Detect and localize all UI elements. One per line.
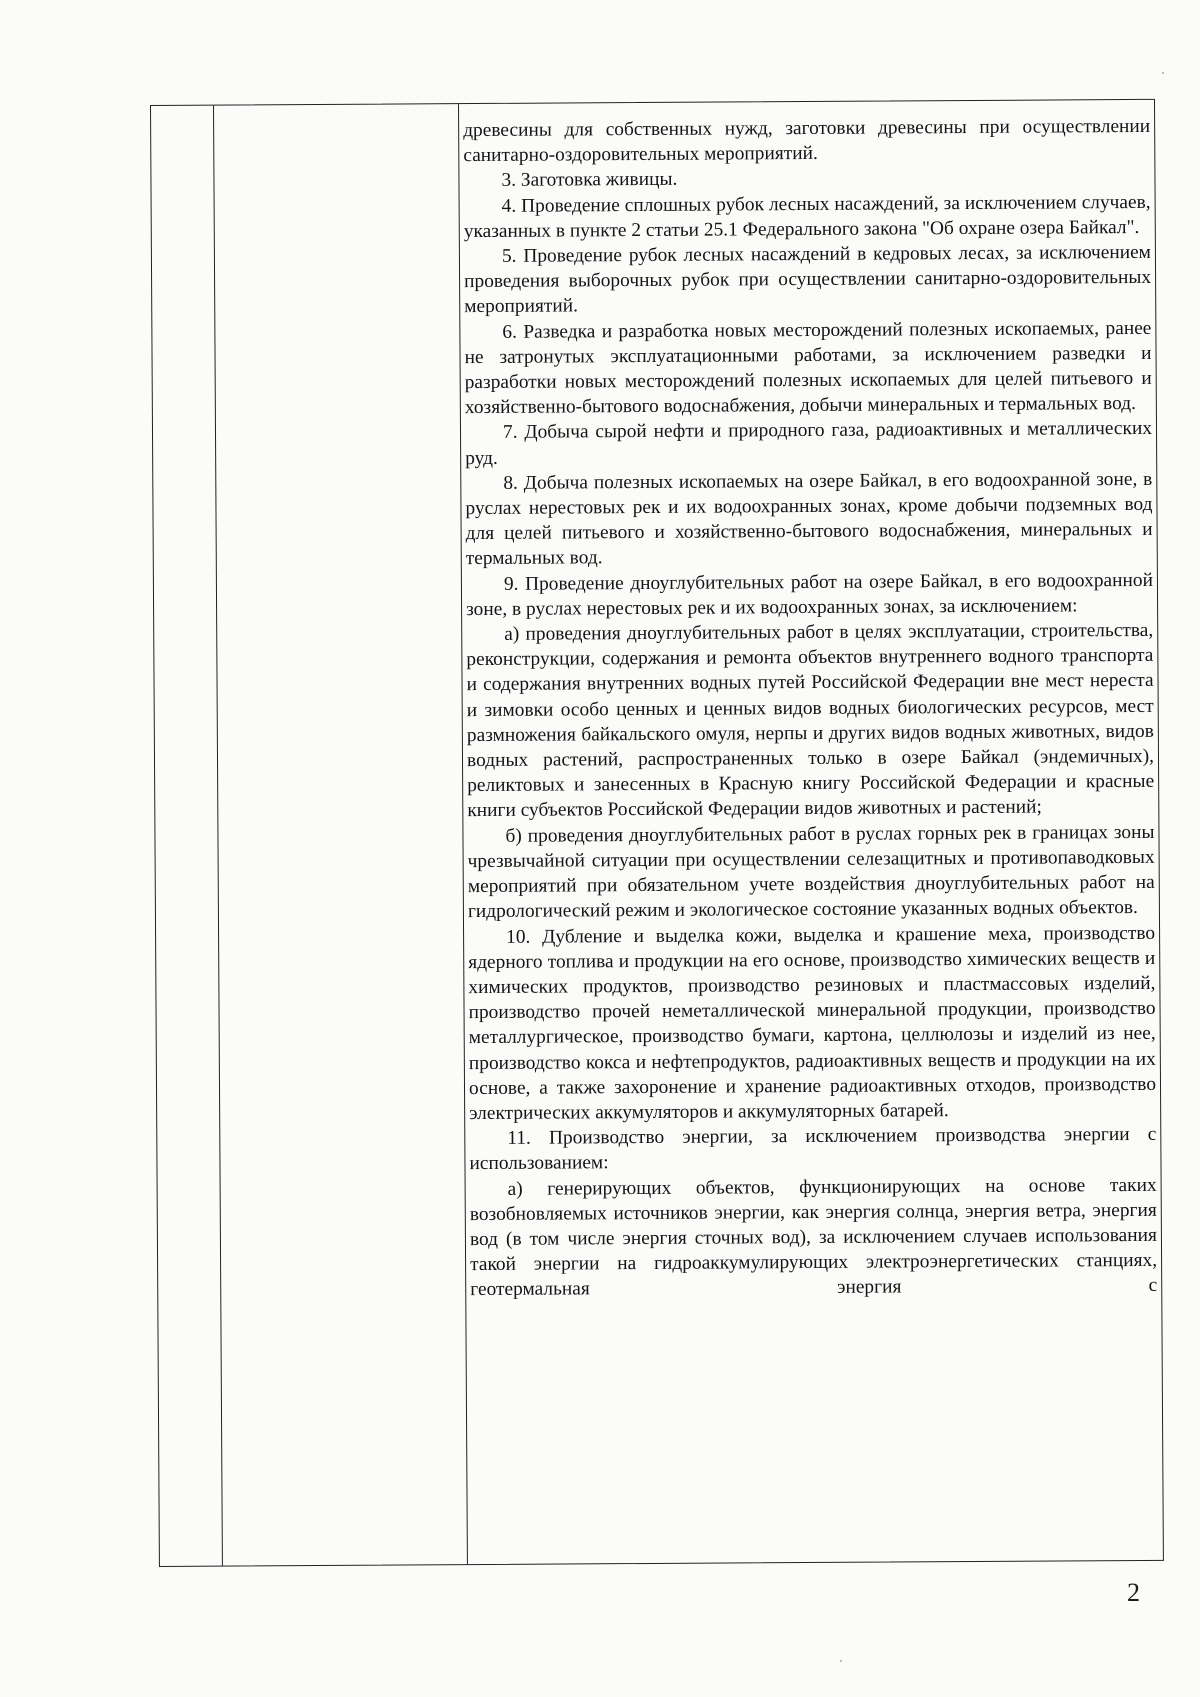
- paragraph-continuation: древесины для собственных нужд, заготовки древесины при осуществлении санитарно-оздоровительных мероприятий.: [463, 115, 1151, 167]
- table-column-restrictions: [463, 114, 1159, 1564]
- paragraph-item-7: 7. Добыча сырой нефти и природного газа, радиоактивных и металлических руд.: [465, 418, 1153, 469]
- paragraph-item-8: 8. Добыча полезных ископаемых на озере Байкал, в его водоохранной зоне, в руслах нерестовых рек и их водоохранных зонах, кроме добычи подземных вод для целей питьевого и хозяйственно-бытового водоснабжения, минеральных и термальных вод.: [465, 468, 1153, 570]
- page-number: 2: [1127, 1578, 1140, 1607]
- paragraph-item-5: 5. Проведение рубок лесных насаждений в кедровых лесах, за исключением проведения выборочных рубок при осуществлении санитарно-оздоровительных мероприятий.: [464, 241, 1152, 318]
- paragraph-item-10: 10. Дубление и выделка кожи, выделка и крашение меха, производство ядерного топлива и продукции на его основе, производство химических веществ и химических продуктов, производство резиновых и пластмассовых изделий, производство прочей неметаллической минеральной продукции, производство металлургическое, производство бумаги, картона, целлюлозы и изделий из нее, производство кокса и нефтепродуктов, радиоактивных веществ и продукции на их основе, а также захоронение и хранение радиоактивных отходов, производство электрических аккумуляторов и аккумуляторных батарей.: [468, 922, 1157, 1124]
- scan-speck: [840, 1660, 842, 1662]
- paragraph-item-11a: а) генерирующих объектов, функционирующих на основе таких возобновляемых источников энергии, как энергия солнца, энергия ветра, энергия вод (в том числе энергия сточных вод), за исключением случаев использования такой энергии на гидроаккумулирующих электроэнергетических станциях, геотермальная энергия с: [469, 1174, 1158, 1301]
- paragraph-item-6: 6. Разведка и разработка новых месторождений полезных ископаемых, ранее не затронутых эксплуатационными работами, за исключением разведки и разработки новых месторождений полезных ископаемых для целей питьевого и хозяйственно-бытового водоснабжения, добычи минеральных и термальных вод.: [464, 317, 1152, 419]
- table-column-zone: [213, 104, 467, 1565]
- paragraph-item-4: 4. Проведение сплошных рубок лесных насаждений, за исключением случаев, указанных в пункте 2 статьи 25.1 Федерального закона "Об охране озера Байкал".: [463, 191, 1151, 242]
- table-column-number: [151, 106, 222, 1566]
- paragraph-item-11: 11. Производство энергии, за исключением производства энергии с использованием:: [469, 1123, 1157, 1175]
- paragraph-item-9a: а) проведения дноуглубительных работ в целях эксплуатации, строительства, реконструкции, содержания и ремонта объектов внутреннего водного транспорта и содержания внутренних водных путей Российской Федерации вне мест нереста и зимовки особо ценных и ценных видов водных биологических ресурсов, мест размножения байкальского омуля, нерпы и других видов водных животных, видов водных растений, распространенных только в озере Байкал (эндемичных), реликтовых и занесенных в Красную книгу Российской Федерации и красные книги субъектов Российской Федерации видов животных и растений;: [466, 619, 1155, 822]
- paragraph-item-3: 3. Заготовка живицы.: [501, 169, 678, 192]
- paragraph-item-9b: б) проведения дноуглубительных работ в руслах горных рек в границах зоны чрезвычайной ситуации при осуществлении селезащитных и противопаводковых мероприятий при обязательном учете воздействия дноуглубительных работ на гидрологический режим и экологическое состояние указанных водных объектов.: [467, 821, 1155, 923]
- paragraph-item-9: 9. Проведение дноуглубительных работ на озере Байкал, в его водоохранной зоне, в руслах нерестовых рек и их водоохранных зонах, за исключением:: [466, 569, 1153, 620]
- scan-speck: [1162, 72, 1164, 74]
- document-table: [150, 99, 1164, 1567]
